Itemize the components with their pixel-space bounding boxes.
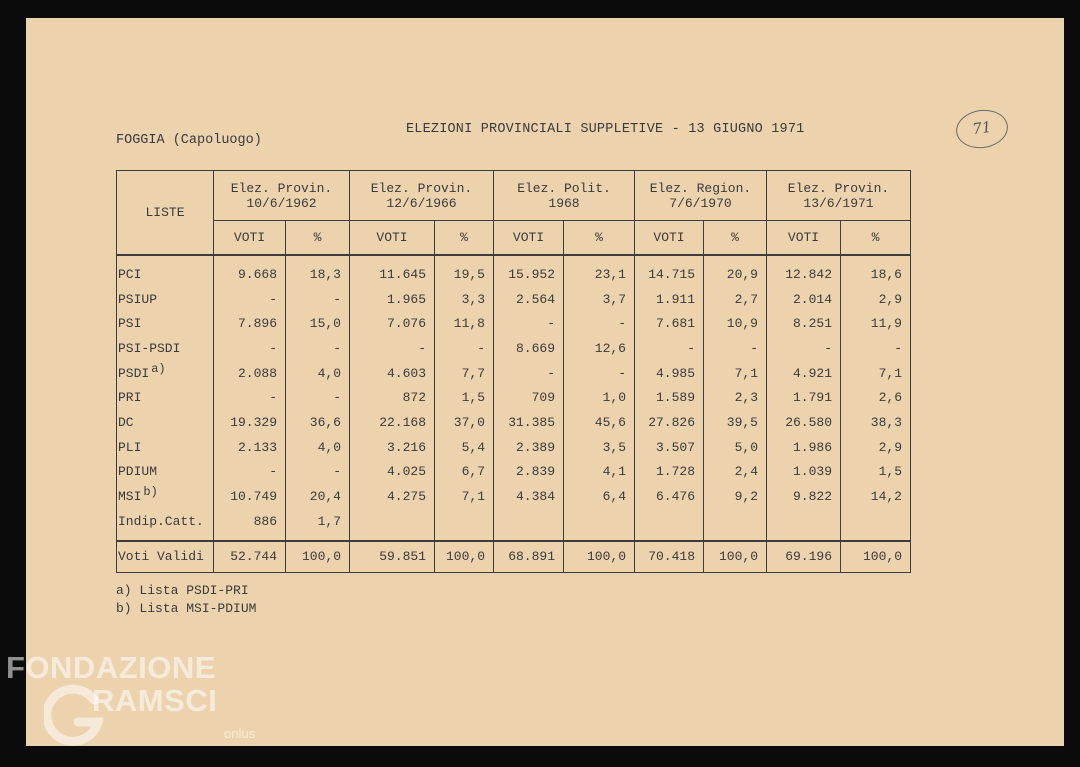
- table-cell: [635, 509, 704, 541]
- table-cell: 1.986: [767, 435, 841, 460]
- document-title: ELEZIONI PROVINCIALI SUPPLETIVE - 13 GIUGNO 1971: [406, 122, 805, 137]
- document-subtitle: FOGGIA (Capoluogo): [116, 133, 262, 148]
- election-date: 13/6/1971: [803, 195, 874, 211]
- election-header-1970: [635, 171, 767, 221]
- table-cell: 4,1: [564, 460, 635, 485]
- table-row: [117, 484, 911, 509]
- table-cell: 1.039: [767, 460, 841, 485]
- table-cell: -: [286, 336, 350, 361]
- table-cell: 12,6: [564, 336, 635, 361]
- election-label: Elez. Polit.: [517, 180, 611, 196]
- table-cell: 7,1: [841, 361, 911, 386]
- party-name: MSI: [118, 489, 142, 505]
- table-cell: 1.791: [767, 385, 841, 410]
- table-cell: 3.507: [635, 435, 704, 460]
- table-row: [117, 460, 911, 485]
- table-row: [117, 255, 911, 287]
- votes-header: VOTI: [767, 221, 841, 256]
- liste-header: LISTE: [117, 171, 214, 256]
- table-cell: 26.580: [767, 410, 841, 435]
- table-cell: [704, 509, 767, 541]
- watermark-line1: FONDAZIONE: [6, 650, 216, 685]
- table-cell: 4.603: [350, 361, 435, 386]
- footnote-marker: a): [151, 361, 166, 376]
- table-cell: 3,3: [435, 287, 494, 312]
- party-label: [117, 361, 214, 386]
- table-cell: 4.275: [350, 484, 435, 509]
- table-cell: 100,0: [435, 541, 494, 573]
- table-row: [117, 410, 911, 435]
- table-cell: 5,0: [704, 435, 767, 460]
- party-name: PLI: [118, 439, 142, 455]
- table-cell: 1.589: [635, 385, 704, 410]
- party-label: [117, 509, 214, 541]
- table-cell: -: [841, 336, 911, 361]
- table-cell: 36,6: [286, 410, 350, 435]
- votes-header: VOTI: [350, 221, 435, 256]
- footnote-b: b) Lista MSI-PDIUM: [116, 601, 257, 616]
- total-label: Voti Validi: [117, 541, 214, 573]
- table-cell: 14,2: [841, 484, 911, 509]
- table-cell: 3,5: [564, 435, 635, 460]
- table-row: [117, 336, 911, 361]
- party-label: [117, 484, 214, 509]
- election-label: Elez. Provin.: [230, 180, 333, 196]
- table-cell: 4.985: [635, 361, 704, 386]
- table-row: [117, 385, 911, 410]
- table-cell: 15.952: [494, 255, 564, 287]
- table-cell: -: [286, 287, 350, 312]
- table-cell: 1.911: [635, 287, 704, 312]
- party-label: [117, 435, 214, 460]
- table-cell: -: [767, 336, 841, 361]
- table-cell: 20,9: [704, 255, 767, 287]
- table-cell: 100,0: [564, 541, 635, 573]
- party-label: [117, 255, 214, 287]
- table-cell: -: [214, 287, 286, 312]
- election-label: Elez. Provin.: [787, 180, 890, 196]
- party-name: PSI: [118, 316, 142, 332]
- table-row: [117, 287, 911, 312]
- table-cell: 3,7: [564, 287, 635, 312]
- party-name: PRI: [118, 390, 142, 406]
- table-cell: 4.384: [494, 484, 564, 509]
- table-cell: [767, 509, 841, 541]
- party-name: PSI-PSDI: [118, 340, 181, 356]
- table-cell: 20,4: [286, 484, 350, 509]
- watermark-logo: [6, 650, 276, 750]
- table-cell: 19.329: [214, 410, 286, 435]
- table-cell: 1,7: [286, 509, 350, 541]
- table-cell: 2,4: [704, 460, 767, 485]
- table-cell: -: [214, 336, 286, 361]
- party-label: [117, 336, 214, 361]
- table-cell: -: [214, 385, 286, 410]
- watermark-line2: RAMSCI: [92, 683, 218, 718]
- votes-header: VOTI: [214, 221, 286, 256]
- percent-header: %: [286, 221, 350, 256]
- footnote-a: a) Lista PSDI-PRI: [116, 583, 249, 598]
- table-cell: 2.133: [214, 435, 286, 460]
- table-cell: 2.014: [767, 287, 841, 312]
- table-cell: -: [286, 460, 350, 485]
- table-cell: -: [704, 336, 767, 361]
- table-cell: 6,7: [435, 460, 494, 485]
- table-cell: -: [564, 311, 635, 336]
- table-cell: 18,3: [286, 255, 350, 287]
- table-cell: 2.389: [494, 435, 564, 460]
- table-cell: 12.842: [767, 255, 841, 287]
- table-cell: 70.418: [635, 541, 704, 573]
- table-cell: 37,0: [435, 410, 494, 435]
- table-cell: 5,4: [435, 435, 494, 460]
- table-header-row: [117, 171, 911, 221]
- table-cell: 18,6: [841, 255, 911, 287]
- party-name: PSDI: [118, 365, 150, 381]
- party-label: [117, 385, 214, 410]
- table-cell: [494, 509, 564, 541]
- table-cell: 100,0: [286, 541, 350, 573]
- table-cell: 11,9: [841, 311, 911, 336]
- table-cell: 100,0: [841, 541, 911, 573]
- table-cell: 19,5: [435, 255, 494, 287]
- election-date: 12/6/1966: [386, 195, 457, 211]
- table-cell: 1,5: [435, 385, 494, 410]
- table-cell: 4,0: [286, 361, 350, 386]
- table-cell: 38,3: [841, 410, 911, 435]
- party-name: PDIUM: [118, 464, 158, 480]
- table-cell: 68.891: [494, 541, 564, 573]
- election-date: 10/6/1962: [246, 195, 317, 211]
- table-cell: 14.715: [635, 255, 704, 287]
- table-cell: -: [564, 361, 635, 386]
- election-header-1962: [214, 171, 350, 221]
- table-cell: 27.826: [635, 410, 704, 435]
- percent-header: %: [435, 221, 494, 256]
- table-cell: 7.681: [635, 311, 704, 336]
- table-cell: 52.744: [214, 541, 286, 573]
- page-number-stamp: 71: [954, 107, 1011, 152]
- table-cell: -: [635, 336, 704, 361]
- table-row: [117, 435, 911, 460]
- party-name: Indip.Catt.: [118, 513, 204, 529]
- table-cell: 45,6: [564, 410, 635, 435]
- table-cell: 1.728: [635, 460, 704, 485]
- table-cell: 31.385: [494, 410, 564, 435]
- table-cell: 9,2: [704, 484, 767, 509]
- table-cell: 1.965: [350, 287, 435, 312]
- party-name: DC: [118, 414, 134, 430]
- percent-header: %: [704, 221, 767, 256]
- table-cell: 2.088: [214, 361, 286, 386]
- table-cell: 4,0: [286, 435, 350, 460]
- table-cell: [841, 509, 911, 541]
- table-cell: 2,9: [841, 435, 911, 460]
- party-name: PCI: [118, 266, 142, 282]
- total-row: [117, 541, 911, 573]
- table-cell: 2,3: [704, 385, 767, 410]
- table-cell: 4.025: [350, 460, 435, 485]
- table-cell: 7,1: [704, 361, 767, 386]
- party-label: [117, 460, 214, 485]
- table-cell: 2,7: [704, 287, 767, 312]
- table-cell: 872: [350, 385, 435, 410]
- table-cell: -: [494, 311, 564, 336]
- table-cell: [435, 509, 494, 541]
- table-cell: 6,4: [564, 484, 635, 509]
- table-cell: -: [286, 385, 350, 410]
- election-results-table: [116, 170, 911, 573]
- table-cell: [564, 509, 635, 541]
- table-cell: -: [350, 336, 435, 361]
- party-label: [117, 311, 214, 336]
- table-row: [117, 361, 911, 386]
- table-cell: 9.668: [214, 255, 286, 287]
- percent-header: %: [564, 221, 635, 256]
- table-cell: 2,9: [841, 287, 911, 312]
- table-body: [117, 255, 911, 541]
- table-cell: 7.076: [350, 311, 435, 336]
- footnotes: [116, 582, 256, 618]
- election-header-1968: [494, 171, 635, 221]
- table-cell: -: [494, 361, 564, 386]
- table-cell: 6.476: [635, 484, 704, 509]
- table-cell: 22.168: [350, 410, 435, 435]
- percent-header: %: [841, 221, 911, 256]
- party-name: PSIUP: [118, 291, 158, 307]
- table-cell: 8.251: [767, 311, 841, 336]
- table-cell: 15,0: [286, 311, 350, 336]
- table-cell: 10.749: [214, 484, 286, 509]
- election-header-1966: [350, 171, 494, 221]
- table-cell: 100,0: [704, 541, 767, 573]
- table-subheader-row: [117, 221, 911, 256]
- table-cell: 1,0: [564, 385, 635, 410]
- election-label: Elez. Region.: [649, 180, 752, 196]
- table-cell: 1,5: [841, 460, 911, 485]
- table-cell: 39,5: [704, 410, 767, 435]
- election-date: 7/6/1970: [669, 195, 732, 211]
- table-cell: 7,1: [435, 484, 494, 509]
- table-cell: 11,8: [435, 311, 494, 336]
- watermark-line3: onlus: [224, 726, 256, 741]
- table-row: [117, 311, 911, 336]
- party-label: [117, 287, 214, 312]
- table-cell: 69.196: [767, 541, 841, 573]
- votes-header: VOTI: [635, 221, 704, 256]
- table-cell: 709: [494, 385, 564, 410]
- table-cell: 7.896: [214, 311, 286, 336]
- table-cell: 886: [214, 509, 286, 541]
- table-cell: 23,1: [564, 255, 635, 287]
- table-cell: 9.822: [767, 484, 841, 509]
- table-cell: 2.839: [494, 460, 564, 485]
- table-cell: 3.216: [350, 435, 435, 460]
- table-cell: 10,9: [704, 311, 767, 336]
- table-cell: [350, 509, 435, 541]
- table-cell: -: [214, 460, 286, 485]
- table-cell: 59.851: [350, 541, 435, 573]
- votes-header: VOTI: [494, 221, 564, 256]
- election-date: 1968: [548, 195, 580, 211]
- table-cell: 8.669: [494, 336, 564, 361]
- election-label: Elez. Provin.: [370, 180, 473, 196]
- table-cell: 2.564: [494, 287, 564, 312]
- table-cell: 2,6: [841, 385, 911, 410]
- table-row: [117, 509, 911, 541]
- table-cell: 4.921: [767, 361, 841, 386]
- election-header-1971: [767, 171, 911, 221]
- party-label: [117, 410, 214, 435]
- table-cell: 7,7: [435, 361, 494, 386]
- table-cell: -: [435, 336, 494, 361]
- footnote-marker: b): [143, 485, 158, 500]
- table-cell: 11.645: [350, 255, 435, 287]
